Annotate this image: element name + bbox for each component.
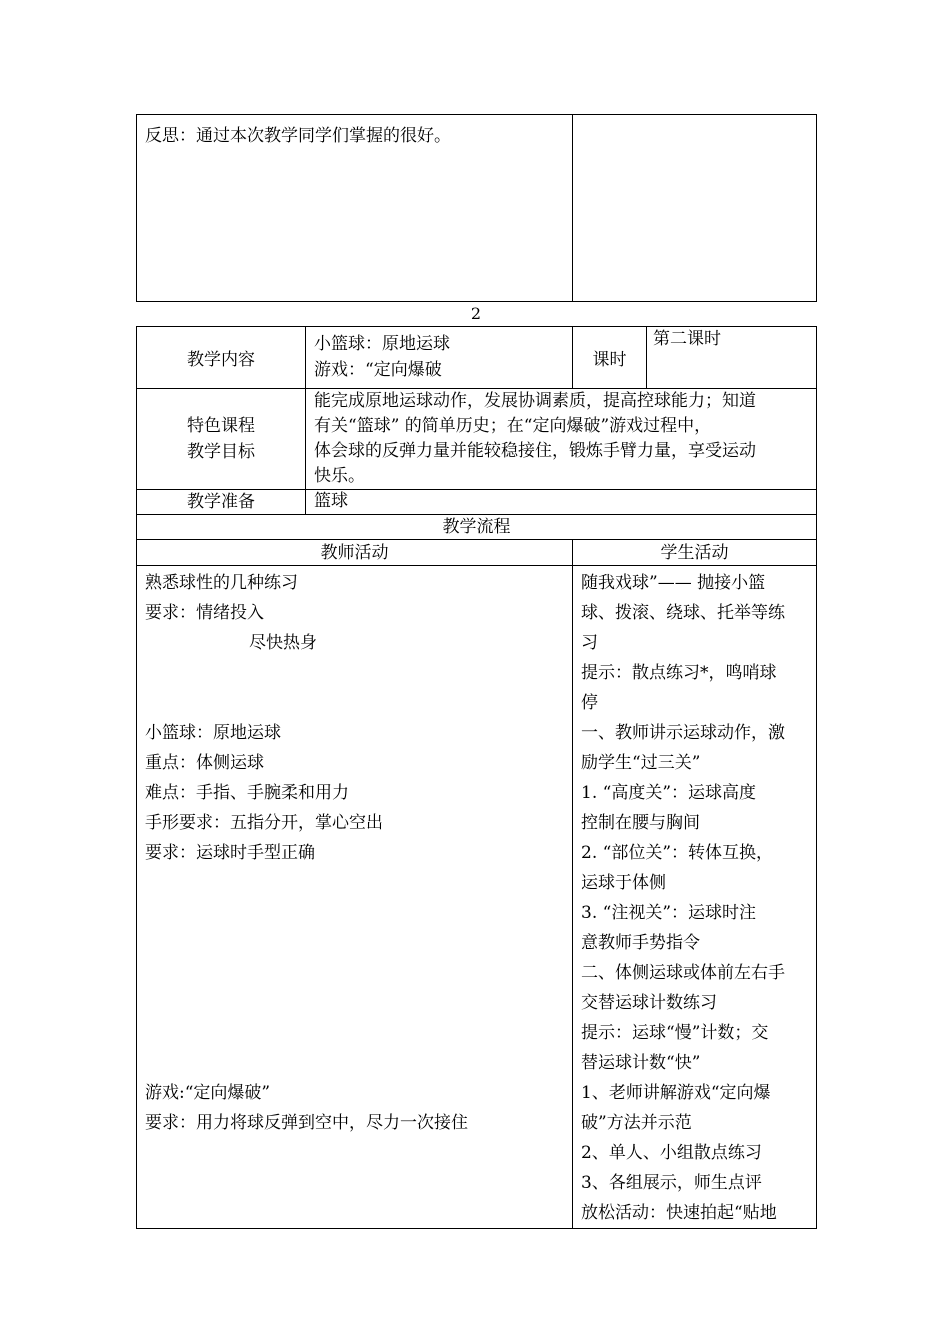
student-line: 交替运球计数练习 — [581, 993, 717, 1013]
student-line: 1、老师讲解游戏“定向爆 — [581, 1083, 771, 1103]
student-line: 一、教师讲示运球动作，激 — [581, 723, 785, 743]
reflection-cell — [137, 115, 573, 302]
student-line: 励学生“过三关” — [581, 753, 701, 773]
student-line: 球、拨滚、绕球、托举等练 — [581, 603, 785, 623]
teacher-line — [145, 658, 564, 688]
teacher-activity-header: 教师活动 — [137, 540, 573, 566]
student-line: 3、各组展示，师生点评 — [581, 1173, 762, 1193]
student-line: 2、单人、小组散点练习 — [581, 1143, 762, 1163]
prep-label: 教学准备 — [137, 490, 306, 515]
prep-cell — [306, 490, 817, 515]
goal-label-line: 特色课程 — [187, 416, 255, 436]
student-line: 3. “注视关”：运球时注 — [581, 903, 757, 923]
teacher-line: 游戏:“定向爆破” — [145, 1083, 271, 1103]
goal-label — [137, 389, 306, 490]
content-label: 教学内容 — [137, 327, 306, 389]
prep-value: 篮球 — [314, 491, 348, 511]
student-line: 运球于体侧 — [581, 873, 666, 893]
student-line: 习 — [581, 633, 598, 653]
teacher-line: 要求：情绪投入 — [145, 603, 264, 623]
teacher-line: 重点：体侧运球 — [145, 753, 264, 773]
flow-header: 教学流程 — [137, 515, 817, 540]
teacher-line: 尽快热身 — [249, 633, 317, 653]
teacher-line: 要求：用力将球反弹到空中，尽力一次接住 — [145, 1113, 468, 1133]
content-line: 游戏：“定向爆破 — [314, 360, 442, 380]
teacher-line: 熟悉球性的几种练习 — [145, 573, 298, 593]
teacher-line — [145, 958, 564, 988]
content-cell — [306, 327, 573, 389]
period-value: 第二课时 — [653, 329, 721, 349]
teacher-line: 小篮球：原地运球 — [145, 723, 281, 743]
reflection-empty-cell — [573, 115, 817, 302]
period-label: 课时 — [573, 327, 647, 389]
student-line: 二、体侧运球或体前左右手 — [581, 963, 785, 983]
teacher-line — [145, 988, 564, 1018]
teacher-line — [145, 928, 564, 958]
teacher-line — [145, 868, 564, 898]
period-value-cell — [647, 327, 817, 389]
student-line: 2. “部位关”：转体互换， — [581, 843, 774, 863]
teacher-line — [145, 898, 564, 928]
goal-line: 体会球的反弹力量并能较稳接住，锻炼手臂力量，享受运动 — [314, 441, 756, 461]
student-line: 提示：运球“慢”计数；交 — [581, 1023, 769, 1043]
goal-line: 能完成原地运球动作，发展协调素质，提高控球能力；知道 — [314, 391, 756, 411]
student-line: 提示：散点练习*，鸣哨球 — [581, 663, 777, 683]
student-line: 控制在腰与胸间 — [581, 813, 700, 833]
student-activity-header: 学生活动 — [573, 540, 817, 566]
goal-line: 有关“篮球” 的简单历史；在“定向爆破”游戏过程中， — [314, 416, 712, 436]
content-line: 小篮球：原地运球 — [314, 334, 450, 354]
teacher-line — [145, 1018, 564, 1048]
student-line: 1. “高度关”：运球高度 — [581, 783, 757, 803]
teacher-line — [145, 1048, 564, 1078]
teacher-line: 要求：运球时手型正确 — [145, 843, 315, 863]
student-line: 放松活动：快速拍起“贴地 — [581, 1203, 777, 1223]
goal-cell — [306, 389, 817, 490]
student-line: 破”方法并示范 — [581, 1113, 692, 1133]
teacher-line: 手形要求：五指分开，掌心空出 — [145, 813, 383, 833]
lesson-plan-table — [136, 326, 817, 1229]
student-activity-cell — [573, 566, 817, 1229]
reflection-table — [136, 114, 817, 302]
goal-line: 快乐。 — [314, 466, 365, 486]
student-line: 意教师手势指令 — [581, 933, 700, 953]
reflection-text: 反思：通过本次教学同学们掌握的很好。 — [145, 126, 451, 146]
student-line: 随我戏球”—— 抛接小篮 — [581, 573, 766, 593]
page-number: 2 — [470, 304, 482, 323]
student-line: 停 — [581, 693, 598, 713]
goal-label-line: 教学目标 — [187, 442, 255, 462]
teacher-line: 难点：手指、手腕柔和用力 — [145, 783, 349, 803]
teacher-activity-cell — [137, 566, 573, 1229]
teacher-line — [145, 688, 564, 718]
student-line: 替运球计数“快” — [581, 1053, 701, 1073]
